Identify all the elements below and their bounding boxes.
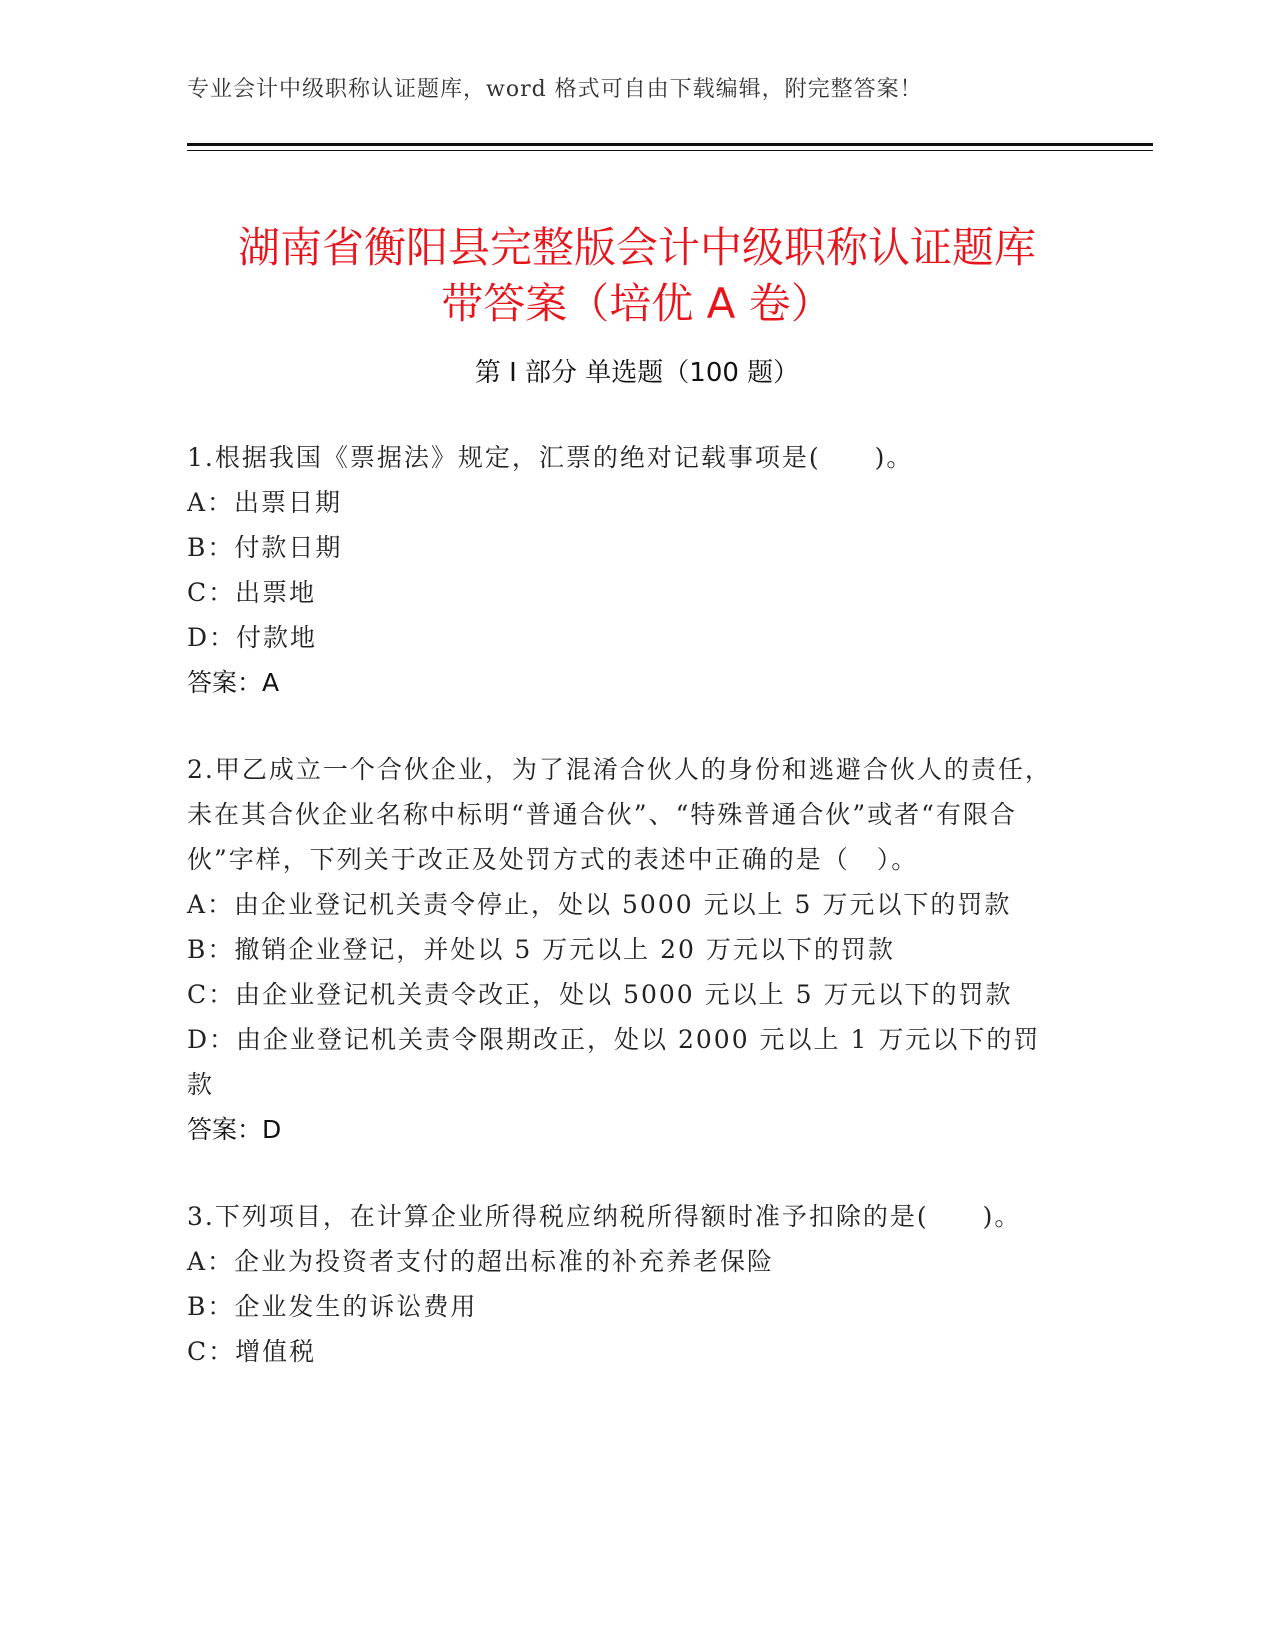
header-rule-thin: [187, 150, 1153, 151]
option-c: C：由企业登记机关责令改正，处以 5000 元以上 5 万元以下的罚款: [187, 980, 1013, 1009]
option-a: A：企业为投资者支付的超出标准的补充养老保险: [187, 1247, 775, 1276]
question-list: [187, 435, 1057, 1374]
document-title-line-1: 湖南省衡阳县完整版会计中级职称认证题库: [237, 223, 1036, 273]
document-title-line-2: 带答案（培优 A 卷）: [441, 279, 833, 329]
option-c: C：出票地: [187, 578, 317, 607]
option-d: D：由企业登记机关责令限期改正，处以 2000 元以上 1 万元以下的罚款: [187, 1025, 1041, 1099]
option-b: B：企业发生的诉讼费用: [187, 1292, 478, 1321]
option-c: C：增值税: [187, 1337, 317, 1366]
option-a: A：出票日期: [187, 488, 343, 517]
answer: 答案：A: [187, 668, 280, 697]
option-b: B：撤销企业登记，并处以 5 万元以上 20 万元以下的罚款: [187, 935, 895, 964]
question-1: [187, 435, 1057, 705]
section-title: 第 I 部分 单选题（100 题）: [474, 358, 800, 388]
document-title: [187, 220, 1087, 332]
question-3: [187, 1194, 1057, 1374]
question-text: 1.根据我国《票据法》规定，汇票的绝对记载事项是( )。: [187, 443, 914, 472]
option-d: D：付款地: [187, 623, 318, 652]
question-text: 2.甲乙成立一个合伙企业，为了混淆合伙人的身份和逃避合伙人的责任，未在其合伙企业名称中标明“普通合伙”、“特殊普通合伙”或者“有限合伙”字样，下列关于改正及处罚方式的表述中正确的是（ ）。: [187, 755, 1052, 874]
option-b: B：付款日期: [187, 533, 343, 562]
option-a: A：由企业登记机关责令停止，处以 5000 元以上 5 万元以下的罚款: [187, 890, 1012, 919]
question-2: [187, 747, 1057, 1152]
question-text: 3.下列项目，在计算企业所得税应纳税所得额时准予扣除的是( )。: [187, 1202, 1022, 1231]
header-rule-thick: [187, 143, 1153, 146]
answer: 答案：D: [187, 1115, 282, 1144]
header-note: 专业会计中级职称认证题库，word 格式可自由下载编辑，附完整答案！: [187, 77, 923, 102]
